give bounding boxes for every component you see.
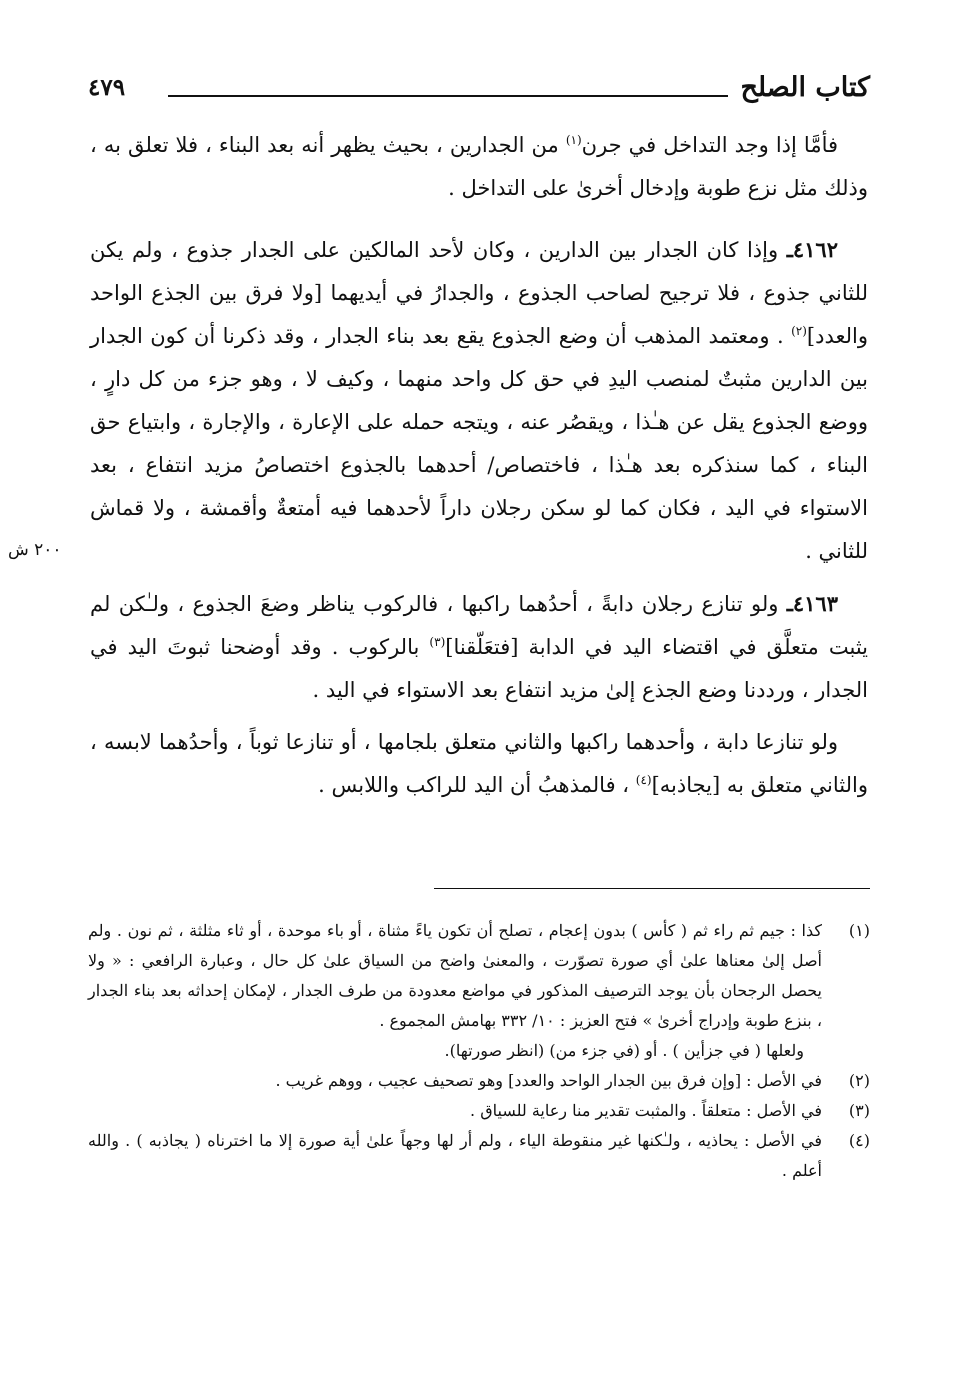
paragraph-4 [90,721,868,807]
section-number: ٤١٦٢ـ [786,237,838,262]
running-header [88,72,870,112]
footnote-4 [88,1126,870,1186]
footnote-number: (٣) [848,1101,870,1120]
footnote-ref: (٤) [635,773,652,787]
footnote-text: في الأصل : متعلقاً . والمثبت تقدير منا رعاية للسياق . [470,1101,822,1120]
paragraph-4162 [90,228,868,573]
footnote-ref: (٢) [791,324,807,338]
footnote-number: (٤) [848,1131,870,1150]
footnote-1-continuation: ولعلها ( في جزأين ) . أو (في جزء من) (انظر صورتها). [444,1041,804,1060]
footnote-number: (١) [848,921,870,940]
paragraph-text: بالركوب . وقد أوضحنا ثبوتَ اليد في الجدار ، ورددنا وضع الجذع إلىٰ مزيد انتفاع بعد الاستواء في اليد . [90,635,868,702]
footnote-ref: (٣) [429,635,446,649]
footnotes [88,916,870,1186]
paragraph-text: ولو تنازع رجلان دابةً ، أحدُهما راكبها ، فالركوب يناظر وضعَ الجذوع ، ولـٰكن لم يثبت متعلَّق في اقتضاء اليد في الدابة [فتعَلّقنا] [90,592,868,659]
paragraph-text: فأمَّا إذا وجد التداخل في جرن [581,133,838,157]
paragraph-1 [90,124,868,210]
chapter-title: كتاب الصلح [740,72,870,103]
section-number: ٤١٦٣ـ [786,591,838,616]
footnote-separator [434,888,870,889]
footnote-1 [88,916,870,1036]
footnote-text: في الأصل : [وإن فرق بين الجدار الواحد والعدد] وهو تصحيف عجيب ، ووهم غريب . [275,1071,822,1090]
footnote-3 [88,1096,870,1126]
paragraph-text: . ومعتمد المذهب أن وضع الجذوع يقع بعد بناء الجدار ، وقد ذكرنا أن كون الجدار بين الدارين مثبتٌ لمنصب اليدِ في حق كل واحد منهما ، وكيف لا ، وهو جزء من كل دارٍ ، ووضع الجذوع يقل عن هـٰذا ، ويقصُر عنه ، ويتجه حمله على الإعارة ، والإجارة ، وابتياع حق البناء ، كما سنذكره بعد هـٰذا ، فاختصاص/ أحدهما بالجذوع اختصاصُ مزيد انتفاع ، بعد الاستواء في اليد ، فكان كما لو سكن رجلان داراً لأحدهما فيه أمتعةٌ وأقمشة ، ولا قماش للثاني . [90,324,868,563]
paragraph-text: من الجدارين ، بحيث يظهر أنه بعد البناء ، فلا تعلق به ، وذلك مثل نزع طوبة وإدخال أخرىٰ على التداخل . [90,133,868,200]
manuscript-folio-note: ٢٠٠ ش [8,540,62,560]
paragraph-text: وإذا كان الجدار بين الدارين ، وكان لأحد المالكين على الجدار جذوع ، ولم يكن للثاني جذوع ، فلا ترجيح لصاحب الجذوع ، والجدارُ في أيديهما [ولا فرق بين الجذع الواحد والعدد] [90,238,868,348]
paragraph-4163 [90,582,868,712]
footnote-text: كذا : جيم ثم راء ثم ( كأس ) بدون إعجام ، تصلح أن تكون ياءً مثناة ، أو باء موحدة ، أو ثاء مثلثة ، ثم نون . ولم أصل إلىٰ معناها علىٰ أي صورة تصوّرت ، والمعنىٰ واضح من السياق علىٰ كل حال ، وعبارة الرافعي : « ولا يحصل الرجحان بأن يوجد الترصيف المذكور في مواضع معدودة من طرف الجدار ، لإمكان إحداثه بعد بناء الجدار ، بنزع طوبة وإدراج أخرىٰ » فتح العزيز : ١٠/ ٣٣٢ بهامش المجموع . [88,921,823,1030]
footnote-ref: (١) [565,133,582,147]
footnote-number: (٢) [848,1071,870,1090]
footnote-text: في الأصل : يحاذيه ، ولـٰكنها غير منقوطة الياء ، ولم أر لها وجهاً علىٰ أية صورة إلا ما اخترناه ( يجاذبه ) . والله أعلم . [88,1131,822,1180]
header-rule [168,95,728,97]
footnote-2 [88,1066,870,1096]
main-text [90,124,868,807]
paragraph-text: ولو تنازعا دابة ، وأحدهما راكبها والثاني متعلق بلجامها ، أو تنازعا ثوباً ، وأحدُهما لابسه ، والثاني متعلق به [يجاذبه] [90,730,868,797]
paragraph-text: ، فالمذهبُ أن اليد للراكب واللابس . [318,773,636,797]
page-number: ٤٧٩ [88,74,126,101]
